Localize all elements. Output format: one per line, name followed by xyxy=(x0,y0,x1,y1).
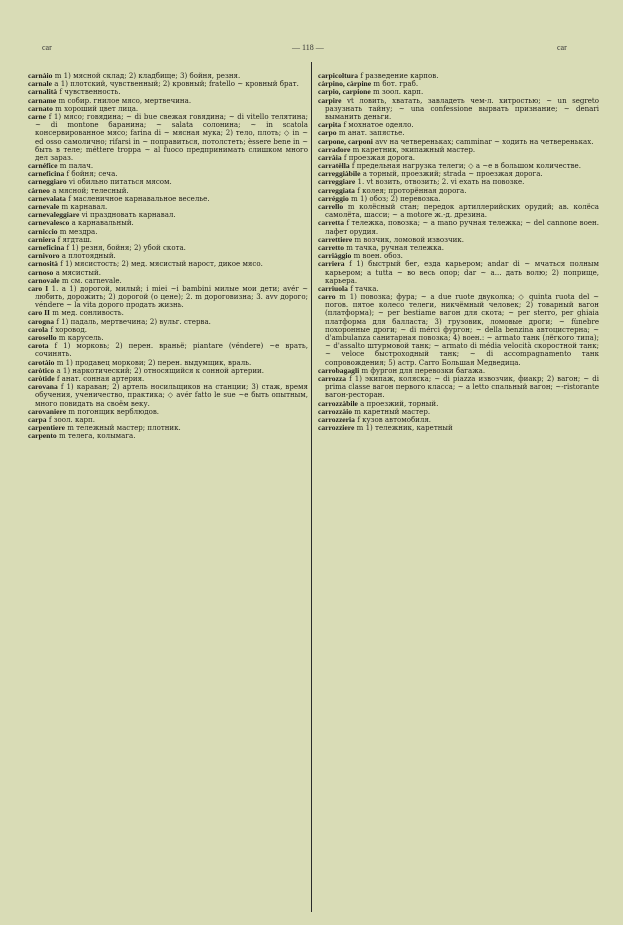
definition: m мездра. xyxy=(59,226,98,236)
headword: caro II xyxy=(28,308,51,318)
headword: carrozzeria xyxy=(318,414,355,424)
right-column xyxy=(318,72,599,432)
definition: avv на четвереньках; camminar ~ ходить на четвереньках. xyxy=(375,136,594,146)
definition: f разведение карпов. xyxy=(360,71,439,80)
definition: f бойня; сеча. xyxy=(66,169,118,179)
headword: carne xyxy=(28,111,47,121)
dictionary-entry xyxy=(318,219,599,235)
definition: vt ловить, хватать, завладеть чем-л. хитростью; ~ un segreto разузнать тайну; ~ una confessione вырвать признание; ~ denari выманить деньги. xyxy=(325,95,600,121)
headword: carretta xyxy=(318,218,344,228)
definition: f 1) падаль, мертвечина; 2) вульг. стерва. xyxy=(56,316,211,326)
definition: f тележка, повозка; ~ a mano ручная тележка; ~ del cannone воен. лафет орудия. xyxy=(325,218,599,236)
definition: f 1) мясо; говядина; ~ di bue свежая говядина; ~ di vitello телятина; ~ di montone баранина; ~ salata солонина; ~ in scatola консервированное мясо; farina di ~ мясная мука; 2) тело, плоть; ◇ in ~ ed osso самолично; rifarsi in ~ поправиться, потолстеть; èssere bene in ~ быть в теле; méttere troppa ~ al fuoco предпринимать слишком много дел зараз. xyxy=(35,111,308,162)
headword: carradore xyxy=(318,144,351,154)
definition: m анат. запястье. xyxy=(338,128,405,138)
dictionary-entry xyxy=(28,113,308,162)
headword: carriàggio xyxy=(318,251,352,261)
headword: caròtide xyxy=(28,373,55,383)
definition: m каретник, экипажный мастер. xyxy=(352,144,476,154)
definition: m карнавал. xyxy=(61,202,108,211)
dictionary-entry xyxy=(318,203,599,219)
headword: carniera xyxy=(28,234,56,244)
definition: f предельная нагрузка телеги; ◇ a ~e в большом количестве. xyxy=(351,161,581,171)
headword: carnevalesco xyxy=(28,218,70,228)
headword: carrobagagli xyxy=(318,365,360,375)
headword: carneficina xyxy=(28,169,65,179)
headword: carovaniere xyxy=(28,406,67,416)
headword: carrozzàbile xyxy=(318,398,358,408)
headword: carota xyxy=(28,341,49,351)
headword: carràia xyxy=(318,152,342,162)
definition: f мохнатое одеяло. xyxy=(343,120,414,130)
definition: m каретный мастер. xyxy=(354,406,431,416)
definition: m бот. граб. xyxy=(373,79,419,89)
definition: m палач. xyxy=(59,161,94,171)
headword: carotàio xyxy=(28,357,55,367)
headword: carname xyxy=(28,95,57,105)
definition: f 1) мясистость; 2) мед. мясистый нарост, дикое мясо. xyxy=(60,259,263,269)
dictionary-entry xyxy=(28,432,308,440)
definition: f анат. сонная артерия. xyxy=(56,373,145,383)
definition: f 1) морковь; 2) перен. враньё; piantare (véndere) ~e врать, сочинять. xyxy=(35,341,308,359)
headword: caro I xyxy=(28,283,49,293)
headword: carpire xyxy=(318,95,342,105)
definition: m зоол. карп. xyxy=(372,87,424,97)
definition: m 1) мясной склад; 2) кладбище; 3) бойня, резня. xyxy=(54,71,241,80)
headword: carneggiaro xyxy=(28,177,67,187)
headword: carpita xyxy=(318,120,342,130)
definition: m тачка, ручная тележка. xyxy=(346,242,444,252)
headword: carpentiere xyxy=(28,423,65,433)
definition: a мясной; телесный. xyxy=(52,185,129,195)
definition: m собир. гнилое мясо, мертвечина. xyxy=(58,95,192,105)
definition: f тачка. xyxy=(350,283,379,293)
definition: m хороший цвет лица. xyxy=(55,103,139,113)
headword: carola xyxy=(28,324,49,334)
headword: carretto xyxy=(318,242,344,252)
headword: carreggiata xyxy=(318,185,355,195)
headword: carpio, carpione xyxy=(318,87,371,97)
headword: carro xyxy=(318,292,336,302)
definition: f 1) экипаж, коляска; ~ di piazza извозчик, фиакр; 2) вагон; ~ di prima classe вагон первого класса; ~ a letto спальный вагон; ~-ristorante вагон-ресторан. xyxy=(325,373,599,400)
definition: m воен. обоз. xyxy=(353,251,403,261)
headword: carnosità xyxy=(28,259,58,269)
definition: m 1) тележник, каретный xyxy=(356,423,453,433)
running-head-left: car xyxy=(42,43,52,52)
headword: carpicoltura xyxy=(318,71,359,80)
headword: carnevale xyxy=(28,202,60,211)
headword: carrozziere xyxy=(318,423,355,433)
headword: carnovale xyxy=(28,275,60,285)
headword: carosello xyxy=(28,333,57,342)
headword: carogna xyxy=(28,316,55,326)
headword: carnato xyxy=(28,103,53,113)
dictionary-entry xyxy=(28,285,308,310)
definition: m 1) продавец моркови; 2) перен. выдумщик, враль. xyxy=(56,357,252,367)
definition: m 1) повозка; фура; ~ a due ruote двуколка; ◇ quinta ruota del ~ погов. пятое колесо телеги, никчёмный человек; 2) товарный вагон (платформа); ~ per bestiame вагон для скота; ~ per sterro, per ghiaia платформа для балласта; 3) грузовик, ломовые дроги; ~ fùnebre похоронные дроги; ~ di mérci фургон; ~ della benzina автоцистерна; ~ d'ambulanza санитарная повозка; 4) воен.: ~ armato танк (лёгкого типа); ~ d'assalto штурмовой танк; ~ armato di média velocità скоростной танк; ~ veloce быстроходный танк; ~ di accompagnamento танк сопровождения; 5) астр. Carro Большая Медведица. xyxy=(325,292,599,367)
definition: m погонщик верблюдов. xyxy=(68,406,160,416)
headword: carnivoro xyxy=(28,251,60,261)
dictionary-entry xyxy=(318,424,599,432)
headword: carriuola xyxy=(318,283,348,293)
headword: carniccio xyxy=(28,226,58,236)
headword: carpa xyxy=(28,414,47,424)
dictionary-entry xyxy=(318,97,599,122)
definition: f проезжая дорога. xyxy=(343,152,416,162)
definition: a 1) наркотический; 2) относящийся к сонной артерии. xyxy=(56,365,264,375)
headword: càrpino, càrpine xyxy=(318,79,372,89)
definition: f чувственность. xyxy=(59,87,121,97)
definition: m возчик, ломовой извозчик. xyxy=(354,234,464,244)
headword: carreggiare xyxy=(318,177,356,187)
headword: carnevaleggiare xyxy=(28,210,80,220)
headword: carneficina xyxy=(28,242,65,252)
definition: a торный, проезжий; strada ~ проезжая дорога. xyxy=(362,169,543,179)
running-head-right: car xyxy=(557,43,567,52)
left-column xyxy=(28,72,308,440)
definition: m 1) обоз; 2) перевозка. xyxy=(351,193,441,203)
definition: 1. vt возить, отвозить; 2. vi ехать на повозке. xyxy=(357,177,525,187)
headword: carrello xyxy=(318,202,344,211)
headword: carpento xyxy=(28,431,57,441)
headword: carnevalata xyxy=(28,193,66,203)
headword: carpo xyxy=(318,128,337,138)
headword: carnéfice xyxy=(28,161,58,171)
definition: a проезжий, торный. xyxy=(360,398,439,408)
headword: carriera xyxy=(318,259,345,269)
definition: f кузов автомобиля. xyxy=(357,414,432,424)
definition: f 1) резня, бойня; 2) убой скота. xyxy=(66,242,186,252)
definition: a мясистый. xyxy=(55,267,101,277)
definition: f колея; проторённая дорога. xyxy=(357,185,467,195)
dictionary-entry xyxy=(318,260,599,285)
definition: m колёсный стан; передок артиллерийских орудий; ав. колёса самолёта, шасси; ~ a motore ж.-д. дрезина. xyxy=(325,202,599,220)
definition: m карусель. xyxy=(58,333,104,342)
dictionary-entry xyxy=(28,342,308,358)
definition: m тележный мастер; плотник. xyxy=(67,423,181,433)
headword: carnoso xyxy=(28,267,54,277)
definition: f масленичное карнавальное веселье. xyxy=(68,193,210,203)
headword: carnalità xyxy=(28,87,58,97)
definition: 1. a 1) дорогой, милый; i miei ~i bambini милые мои дети; avér ~ любить, дорожить; 2) дорогой (о цене); 2. m дороговизна; 3. avv дорого; véndere ~ la vita дорого продать жизнь. xyxy=(35,283,308,310)
definition: f 1) быстрый бег, езда карьером; andar di ~ мчаться полным карьером; a tutta ~ во весь опор; dar ~ a... дать волю; 2) поприще, карьера. xyxy=(325,259,599,285)
headword: carréggio xyxy=(318,193,349,203)
definition: f 1) караван; 2) артель носильщиков на станции; 3) стаж, время обучения, ученичество, практика; ◇ avér fatto le sue ~e быть опытным, много повидать на своём веку. xyxy=(35,382,308,408)
definition: a карнавальный. xyxy=(71,218,134,228)
headword: carrettiere xyxy=(318,234,353,244)
definition: f хоровод. xyxy=(50,324,87,334)
definition: vi обильно питаться мясом. xyxy=(68,177,172,187)
definition: a плотоядный. xyxy=(61,251,116,261)
definition: m фургон для перевозки багажа. xyxy=(361,365,486,375)
headword: carovana xyxy=(28,382,58,392)
headword: carrozzàio xyxy=(318,406,353,416)
definition: f ягдташ. xyxy=(57,234,92,244)
dictionary-entry xyxy=(318,375,599,400)
definition: m см. carnevale. xyxy=(61,275,122,285)
headword: càrneo xyxy=(28,185,50,195)
headword: carpone, carponi xyxy=(318,136,373,146)
headword: carnale xyxy=(28,79,53,89)
headword: carrozza xyxy=(318,373,347,383)
headword: caròtico xyxy=(28,365,55,375)
headword: carnàio xyxy=(28,71,53,80)
definition: a 1) плотский, чувственный; 2) кровный; fratello ~ кровный брат. xyxy=(54,79,299,89)
dictionary-entry xyxy=(318,293,599,367)
dictionary-entry xyxy=(28,383,308,408)
definition: f зоол. карп. xyxy=(48,414,95,424)
definition: vi праздновать карнавал. xyxy=(81,210,176,220)
column-divider xyxy=(311,62,312,912)
definition: m телега, колымага. xyxy=(58,431,136,441)
definition: m мед. сонливость. xyxy=(52,308,124,318)
page-number: — 118 — xyxy=(292,43,324,52)
headword: carreggiàbile xyxy=(318,169,361,179)
headword: carratèlla xyxy=(318,161,350,171)
